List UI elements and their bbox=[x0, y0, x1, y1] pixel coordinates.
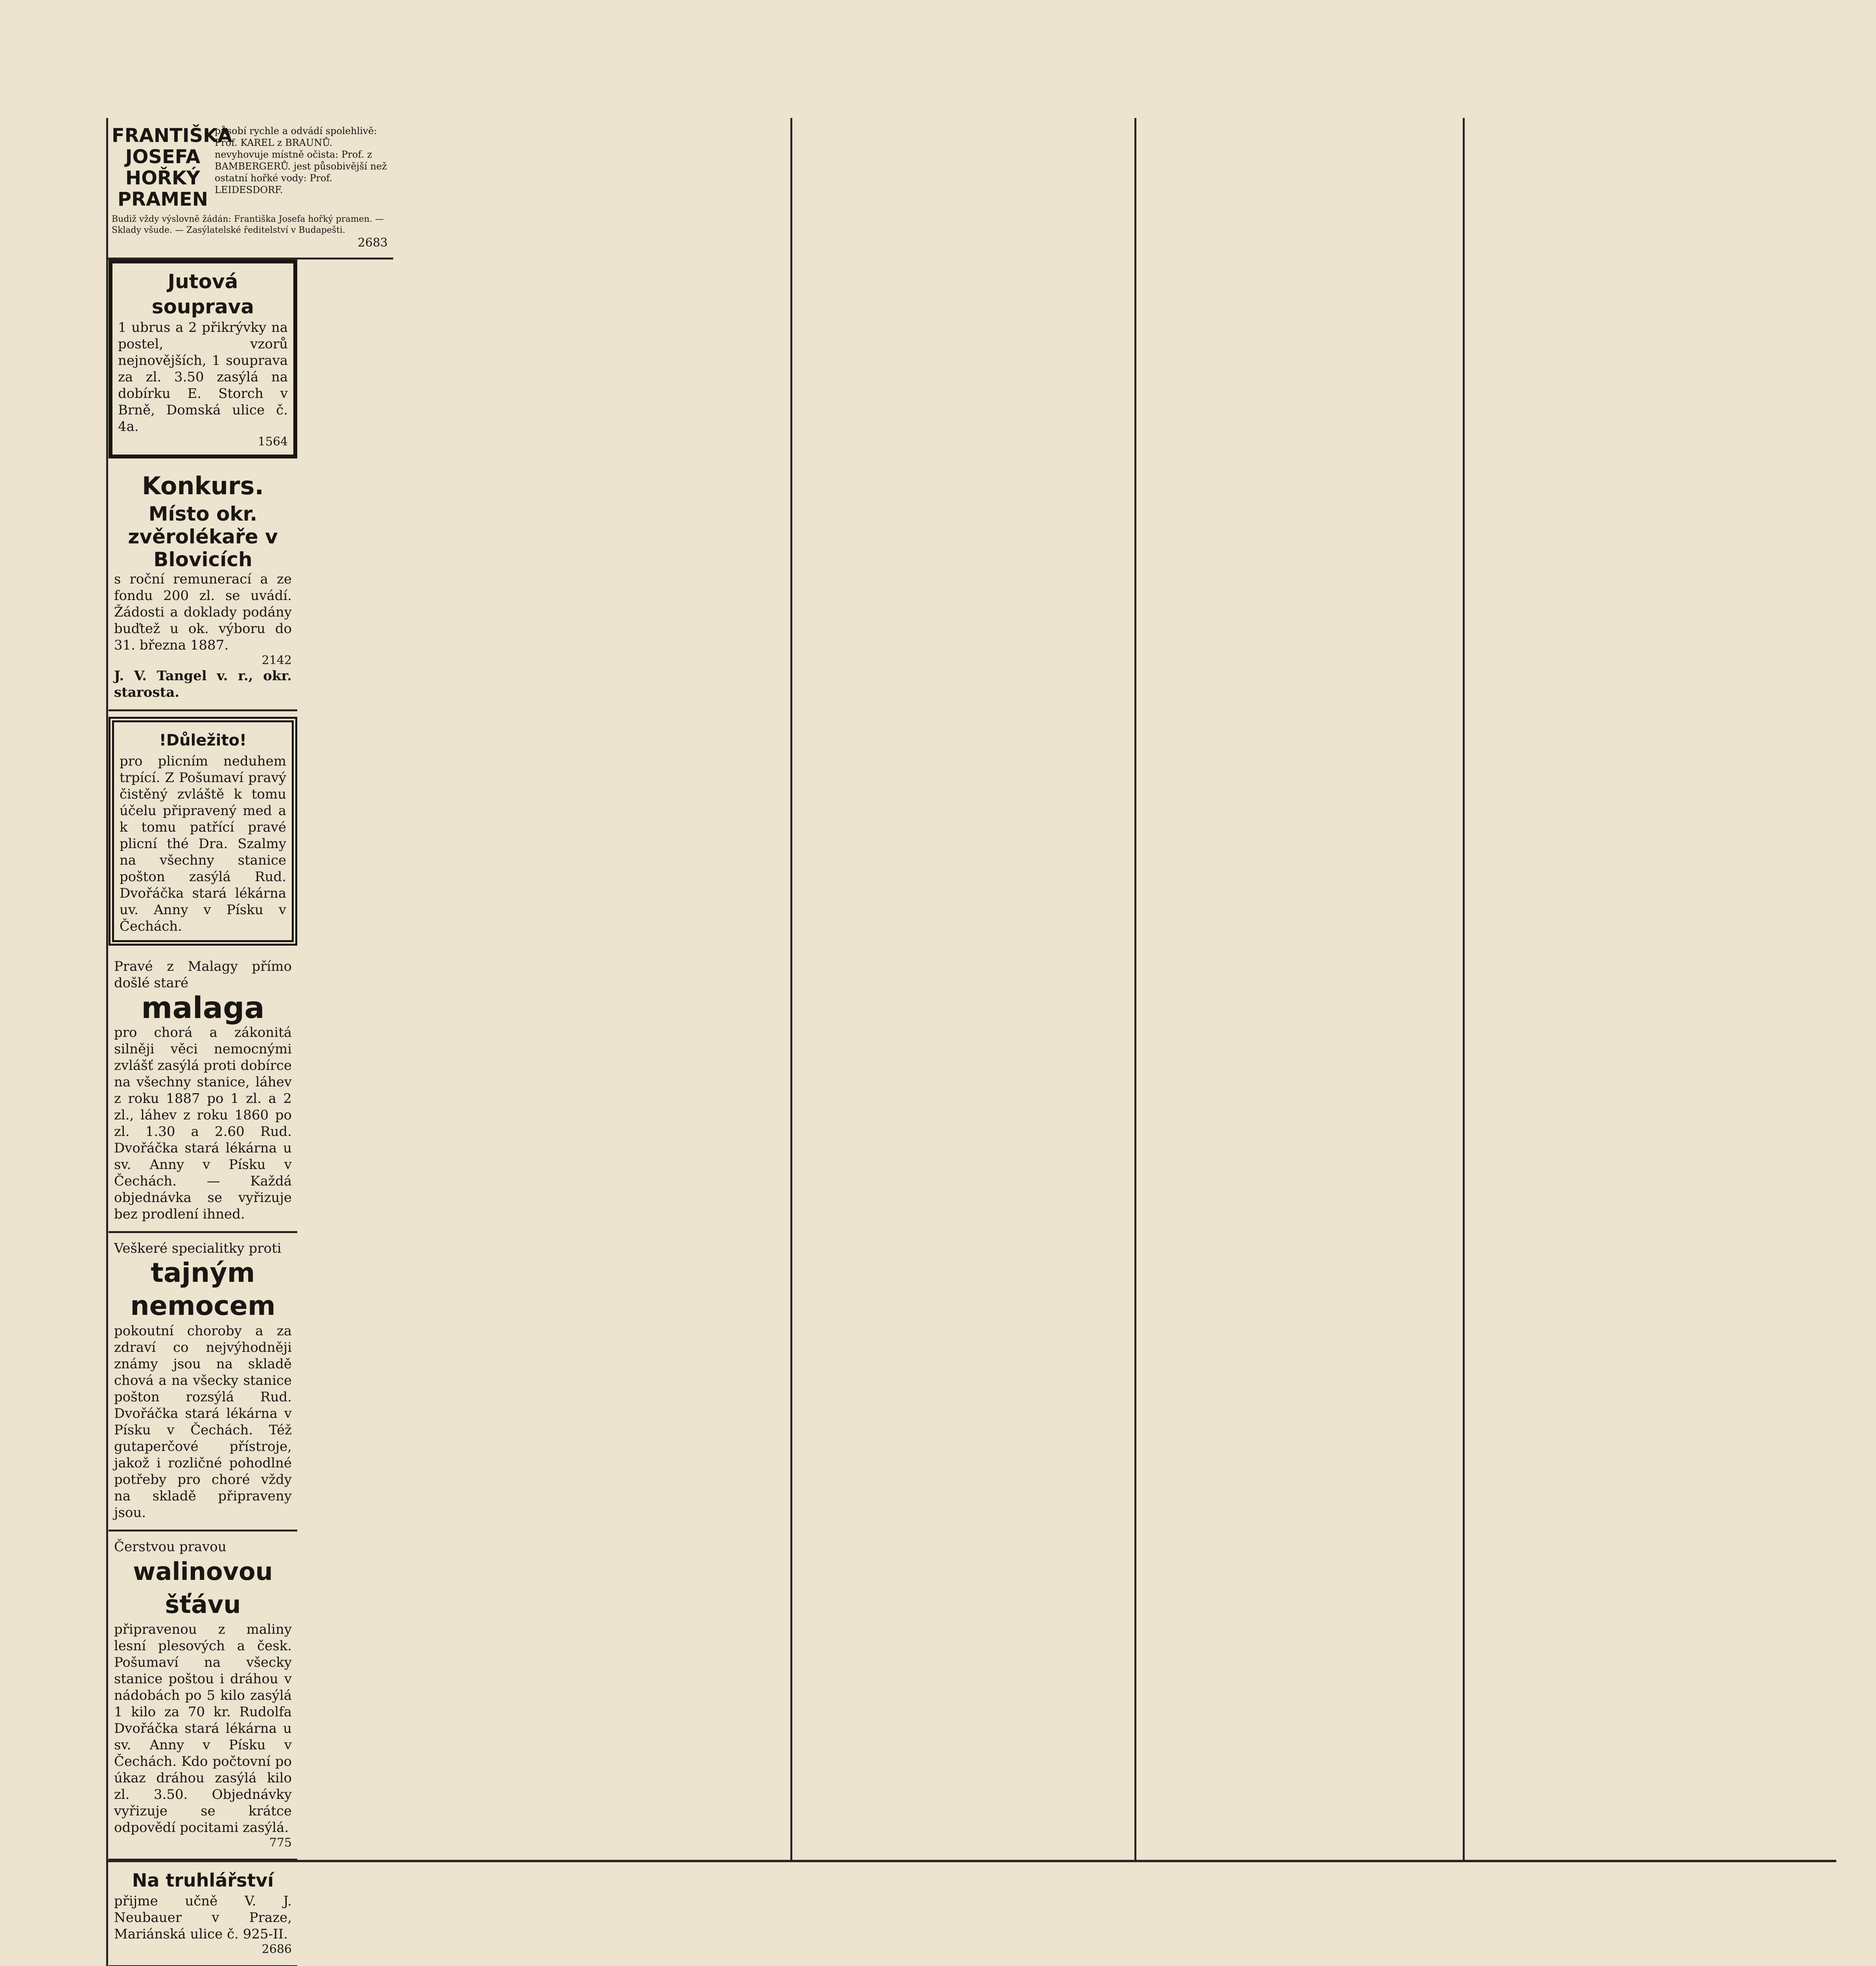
frantiska-tagline: působí rychle a odvádí spolehlivě: Prof. KAREL z BRAUNŮ. nevyhovuje místně očista: Prof. z BAMBERGERŮ. jest působivější než ostatní hořké vody: Prof. LEIDESDORF. bbox=[215, 125, 387, 195]
ad-dulezite bbox=[109, 717, 297, 946]
dulezite-text: pro plicním neduhem trpící. Z Pošumaví pravý čistěný zvláště k tomu účelu připravený med a k tomu patřící pravé plicní thé Dra. Szalmy na všechny stanice pošton zasýlá Rud. Dvořáčka stará lékárna uv. Anny v Písku v Čechách. bbox=[120, 753, 286, 934]
konkurs-subtitle: Místo okr. zvěrolékaře v Blovicích bbox=[128, 503, 278, 571]
konkurs-text: s roční remunerací a ze fondu 200 zl. se uvádí. Žádosti a doklady podány buďtež u ok. výboru do 31. března 1887. bbox=[114, 571, 292, 653]
ad-number: 2683 bbox=[357, 236, 388, 250]
ad-number: 2686 bbox=[261, 1942, 292, 1956]
konkurs-sign: J. V. Tangel v. r., okr. starosta. bbox=[114, 668, 292, 700]
ad-malaga bbox=[109, 951, 297, 1233]
malaga-text: pro chorá a zákonitá silněji věci nemocnými zvlášť zasýlá proti dobírce na všechny stanice, láhev z roku 1887 po 1 zl. a 2 zl., láhev z roku 1860 po zl. 1.30 a 2.60 Rud. Dvořáčka stará lékárna u sv. Anny v Písku v Čechách. — Každá objednávka se vyřizuje bez prodlení ihned. bbox=[114, 1025, 292, 1222]
truhlarstvi-text: přijme učně V. J. Neubauer v Praze, Mariánská ulice č. 925-II. bbox=[114, 1893, 292, 1942]
jutova-text: 1 ubrus a 2 přikrývky na postel, vzorů nejnovějších, 1 souprava za zl. 3.50 zasýlá na dobírku E. Storch v Brně, Domská ulice č. 4a. bbox=[118, 320, 288, 434]
tajnym-title: tajným nemocem bbox=[130, 1257, 276, 1322]
walinovou-text: připravenou z maliny lesní plesových a česk. Pošumaví na všecky stanice poštou i dráhou v nádobách po 5 kilo zasýlá 1 kilo za 70 kr. Rudolfa Dvořáčka stará lékárna u sv. Anny v Písku v Čechách. Kdo počtovní po úkaz dráhou zasýlá kilo zl. 3.50. Objednávky vyřizuje se krátce odpovědí pocitami zasýlá. bbox=[114, 1622, 292, 1835]
ad-jutova bbox=[109, 260, 297, 458]
column-1-ads-stack bbox=[109, 260, 297, 1966]
konkurs-title: Konkurs. bbox=[142, 471, 264, 500]
malaga-intro: Pravé z Malagy přímo došlé staré bbox=[114, 959, 292, 991]
frantiska-note: Budiž vždy výslovně žádán: Františka Josefa hořký pramen. — Sklady všude. — Zasýlatelské ředitelství v Budapešti. bbox=[112, 214, 384, 235]
frantiska-name: FRANTIŠKA JOSEFA HOŘKÝ PRAMEN bbox=[112, 125, 232, 210]
ad-tajnym bbox=[109, 1233, 297, 1532]
ad-walinovou bbox=[109, 1532, 297, 1861]
tajnym-text: pokoutní choroby a za zdraví co nejvýhodněji známy jsou na skladě chová a na všecky stanice pošton rozsýlá Rud. Dvořáčka stará lékárna v Písku v Čechách. Též gutaperčové přístroje, jakož i rozličné pohodlné potřeby pro choré vždy na skladě připraveny jsou. bbox=[114, 1323, 292, 1521]
dulezite-title: !Důležito! bbox=[159, 731, 247, 749]
truhlarstvi-title: Na truhlářství bbox=[132, 1870, 274, 1891]
tajnym-intro: Veškeré specialitky proti bbox=[114, 1241, 282, 1256]
ad-number: 1564 bbox=[258, 435, 288, 449]
malaga-title: malaga bbox=[141, 990, 265, 1025]
jutova-title: Jutová souprava bbox=[151, 270, 254, 318]
walinovou-intro: Čerstvou pravou bbox=[114, 1539, 226, 1555]
ad-konkurs bbox=[109, 462, 297, 711]
ad-truhlarstvi bbox=[109, 1861, 297, 1966]
walinovou-title: walinovou šťávu bbox=[133, 1557, 273, 1619]
ad-number: 2142 bbox=[261, 653, 292, 667]
ad-number: 775 bbox=[269, 1836, 292, 1850]
